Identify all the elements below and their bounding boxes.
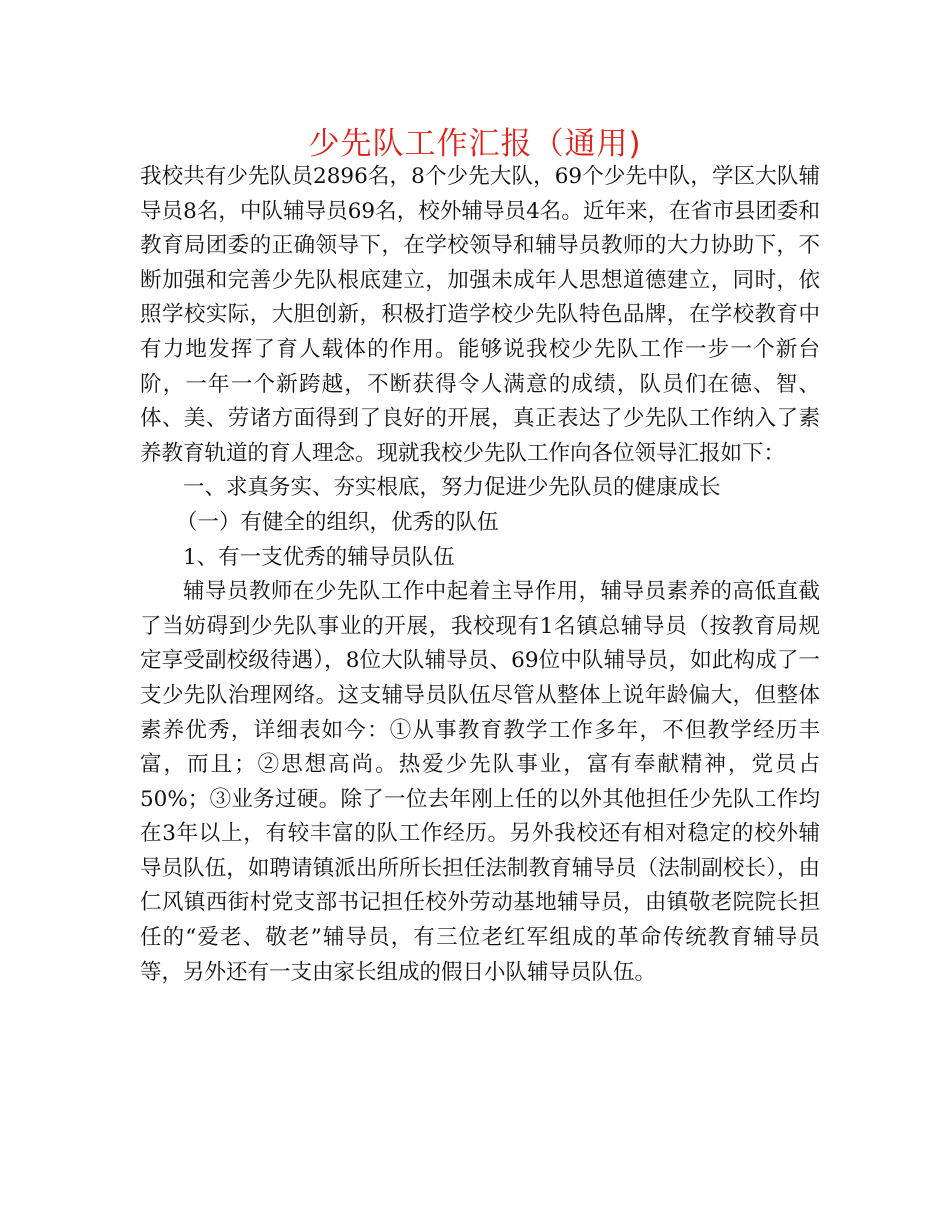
document-title: 少先队工作汇报（通用) xyxy=(308,126,642,162)
body-paragraph-counselors: 辅导员教师在少先队工作中起着主导作用，辅导员素养的高低直截了当妨碍到少先队事业的开展，我校现有1名镇总辅导员（按教育局规定享受副校级待遇），8位大队辅导员、69位中队辅导员，如此构成了一支少先队治理网络。这支辅导员队伍尽管从整体上说年龄偏大，但整体素养优秀，详细表如今：①从事教育教学工作多年，不但教学经历丰富，而且；②思想高尚。热爱少先队事业，富有奉献精神，党员占50%；③业务过硬。除了一位去年刚上任的以外其他担任少先队工作均在3年以上，有较丰富的队工作经历。另外我校还有相对稳定的校外辅导员队伍，如聘请镇派出所所长担任法制教育辅导员（法制副校长），由仁风镇西街村党支部书记担任校外劳动基地辅导员，由镇敬老院院长担任的“爱老、敬老”辅导员，有三位老红军组成的革命传统教育辅导员等，另外还有一支由家长组成的假日小队辅导员队伍。 xyxy=(140,579,820,985)
section-heading-1: 一、求真务实、夯实根底，努力促进少先队员的健康成长 xyxy=(183,475,721,501)
intro-paragraph: 我校共有少先队员2896名，8个少先大队，69个少先中队，学区大队辅导员8名，中队辅导员69名，校外辅导员4名。近年来，在省市县团委和教育局团委的正确领导下，在学校领导和辅导员教师的大力协助下，不断加强和完善少先队根底建立，加强未成年人思想道德建立，同时，依照学校实际，大胆创新，积极打造学校少先队特色品牌，在学校教育中有力地发挥了育人载体的作用。能够说我校少先队工作一步一个新台阶，一年一个新跨越，不断获得令人满意的成绩，队员们在德、智、体、美、劳诸方面得到了良好的开展，真正表达了少先队工作纳入了素养教育轨道的育人理念。现就我校少先队工作向各位领导汇报如下： xyxy=(140,164,820,466)
item-heading-1: 1、有一支优秀的辅导员队伍 xyxy=(183,544,455,570)
subsection-heading-1: （一）有健全的组织，优秀的队伍 xyxy=(176,509,499,535)
document-body xyxy=(140,160,820,990)
